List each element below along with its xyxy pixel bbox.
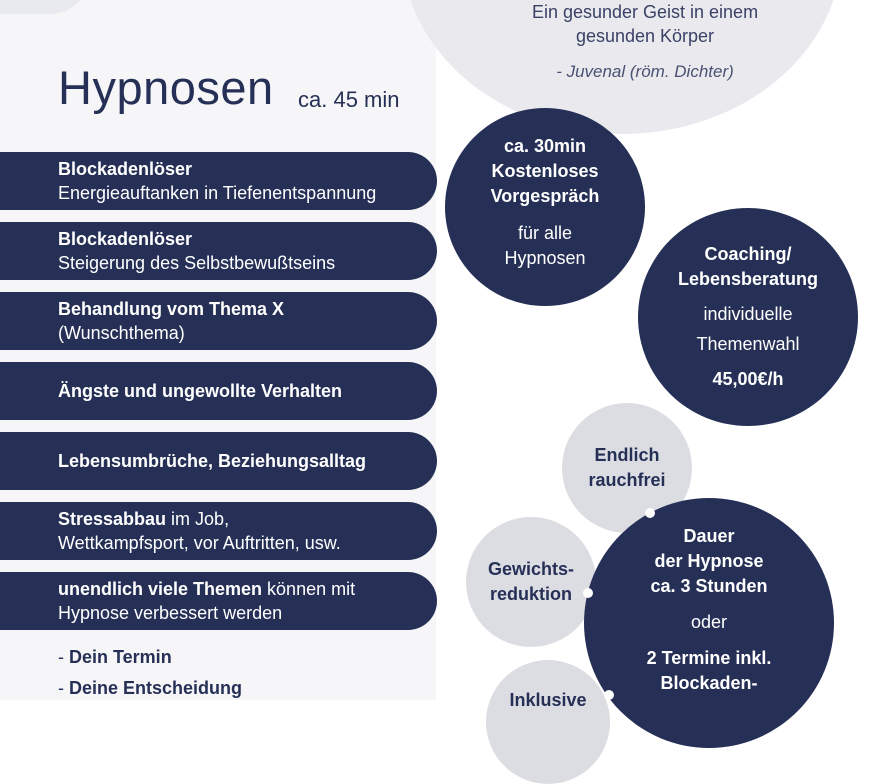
duration-line: oder — [690, 612, 728, 632]
coaching-circle[interactable] — [638, 208, 858, 426]
duration-line: Dauer — [683, 526, 735, 546]
topic-pill-life-changes[interactable] — [0, 432, 437, 490]
page-title: Hypnosen — [58, 61, 274, 114]
duration-line: Blockaden- — [660, 673, 758, 693]
topic-pill-stress[interactable] — [0, 502, 437, 560]
topic-title: Ängste und ungewollte Verhalten — [58, 381, 343, 401]
inclusive-circle[interactable] — [486, 660, 610, 784]
list-label: Deine Entscheidung — [69, 678, 243, 698]
topic-title: Stressabbau — [58, 509, 167, 529]
connector-dot — [604, 690, 614, 700]
connector-dot — [583, 588, 593, 598]
duration-line: der Hypnose — [654, 551, 764, 571]
consult-line: ca. 30min — [503, 135, 587, 156]
coaching-line: Themenwahl — [696, 334, 800, 354]
topic-text: (Wunschthema) — [58, 323, 185, 343]
list-item-entscheidung — [58, 678, 242, 699]
coaching-line: Coaching/ — [704, 244, 792, 264]
quote-author: - Juvenal (röm. Dichter) — [556, 62, 734, 81]
smoke-line: rauchfrei — [588, 470, 666, 490]
topic-title: unendlich viele Themen — [58, 579, 263, 599]
consult-line: für alle — [517, 222, 573, 243]
weight-line: reduktion — [489, 584, 572, 604]
topic-title: Blockadenlöser — [58, 159, 193, 179]
weight-loss-circle[interactable] — [466, 517, 596, 647]
topic-title: Lebensumbrüche, Beziehungsalltag — [58, 451, 367, 471]
quote-line-2: gesunden Körper — [575, 26, 715, 46]
consult-line: Kostenloses — [491, 160, 599, 181]
weight-line: Gewichts- — [487, 559, 575, 579]
topic-pill-many-themes[interactable] — [0, 572, 437, 630]
topic-title: Blockadenlöser — [58, 229, 193, 249]
list-item-termin — [58, 647, 172, 668]
coaching-line: Lebensberatung — [677, 269, 819, 289]
list-label: Dein Termin — [69, 647, 172, 667]
topic-pill-selfesteem[interactable] — [0, 222, 437, 280]
topic-title-rest: im Job, — [166, 509, 230, 529]
topic-pill-fears[interactable] — [0, 362, 437, 420]
inclusive-line: Inklusive — [509, 690, 587, 710]
topic-title: Behandlung vom Thema X — [58, 299, 285, 319]
topic-text: Hypnose verbessert werden — [58, 603, 283, 623]
topic-title-rest: können mit — [262, 579, 356, 599]
duration-line: ca. 3 Stunden — [650, 576, 768, 596]
smoke-line: Endlich — [594, 445, 660, 465]
coaching-line: individuelle — [703, 304, 793, 324]
duration-circle[interactable] — [584, 498, 834, 748]
topic-text: Steigerung des Selbstbewußtseins — [58, 253, 336, 273]
duration-line: 2 Termine inkl. — [646, 648, 772, 668]
consultation-circle[interactable] — [445, 108, 645, 306]
list-dash: - — [58, 647, 69, 667]
quote-line-1: Ein gesunder Geist in einem — [531, 2, 759, 22]
coaching-price: 45,00€/h — [712, 369, 784, 389]
title-duration: ca. 45 min — [298, 87, 400, 112]
list-dash: - — [58, 678, 69, 698]
consult-line: Vorgespräch — [490, 185, 600, 206]
topic-text: Energieauftanken in Tiefenentspannung — [58, 183, 377, 203]
connector-dot — [645, 508, 655, 518]
consult-line: Hypnosen — [504, 247, 586, 268]
topic-pill-theme-x[interactable] — [0, 292, 437, 350]
topic-pill-energy[interactable] — [0, 152, 437, 210]
topic-text: Wettkampfsport, vor Auftritten, usw. — [58, 533, 341, 553]
